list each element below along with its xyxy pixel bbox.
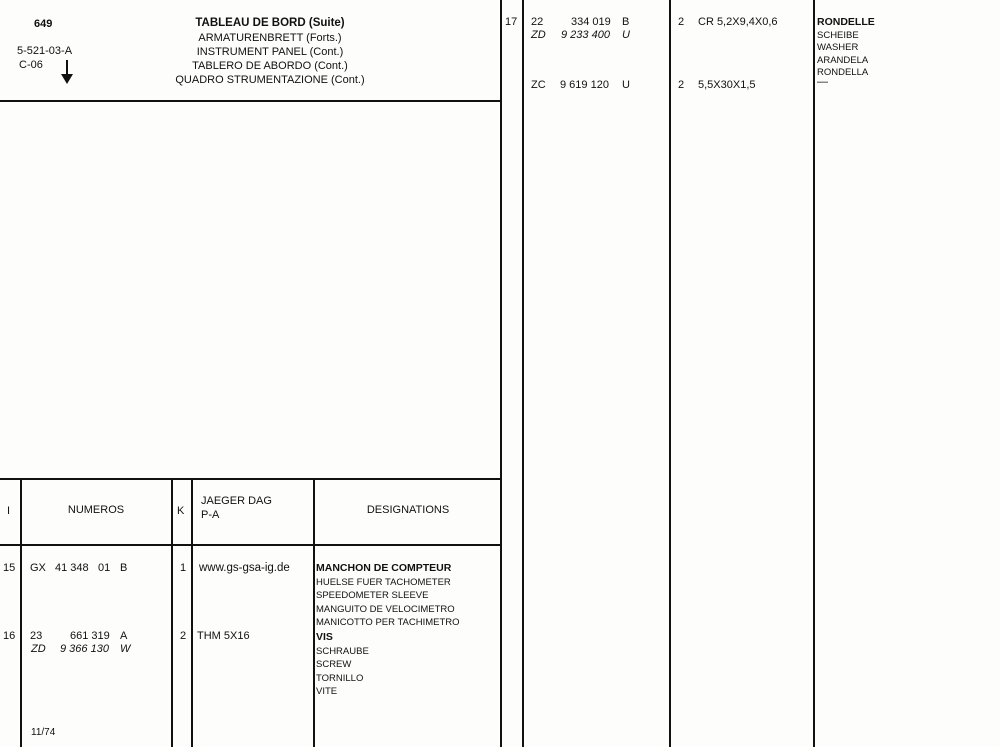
part-number-a: 41 348 xyxy=(55,562,89,574)
designation-fr: MANCHON DE COMPTEUR xyxy=(316,562,452,574)
sub-part-prefix: ZD xyxy=(31,643,46,655)
designation-es: MANGUITO DE VELOCIMETRO xyxy=(316,603,455,615)
jaeger-ref: 5,5X30X1,5 xyxy=(698,79,756,91)
designation-de: HUELSE FUER TACHOMETER xyxy=(316,576,451,588)
designation-list xyxy=(817,16,875,80)
arrow-down-icon xyxy=(61,60,73,84)
designation-en: SPEEDOMETER SLEEVE xyxy=(316,590,429,602)
col-header-designations: DESIGNATIONS xyxy=(366,504,450,516)
date-code: 11/74 xyxy=(31,727,56,738)
designation-it: VITE xyxy=(316,686,338,698)
title-fr: TABLEAU DE BORD (Suite) xyxy=(195,17,345,29)
header-divider xyxy=(0,100,501,102)
right-col-divider-k xyxy=(669,0,671,747)
left-col-divider-numeros xyxy=(171,478,173,747)
title-en: INSTRUMENT PANEL (Cont.) xyxy=(196,45,344,58)
row-index: 16 xyxy=(3,630,16,642)
title-es: TABLERO DE ABORDO (Cont.) xyxy=(192,59,348,72)
jaeger-ref: CR 5,2X9,4X0,6 xyxy=(698,16,778,28)
center-divider-right xyxy=(522,0,524,747)
table-header-bottom xyxy=(0,544,501,546)
designation-en: WASHER xyxy=(817,42,859,54)
designation-it: MANICOTTO PER TACHIMETRO xyxy=(316,617,460,629)
designation-dash: — xyxy=(817,76,828,88)
designation-fr: VIS xyxy=(316,631,333,643)
row-index: 15 xyxy=(3,562,16,574)
part-number-a: 9 619 120 xyxy=(560,79,609,91)
part-number-a: 334 019 xyxy=(571,16,611,28)
sub-part-number: 9 233 400 xyxy=(561,29,610,41)
sub-code: C-06 xyxy=(19,59,43,71)
table-top-border xyxy=(0,478,501,480)
part-suffix: A xyxy=(120,630,128,642)
sub-part-suffix: W xyxy=(120,643,131,655)
sub-part-number: 9 366 130 xyxy=(60,643,109,655)
designation-de: SCHRAUBE xyxy=(316,645,369,657)
designation-list xyxy=(316,562,460,630)
jaeger-ref: THM 5X16 xyxy=(197,630,250,642)
part-prefix: 23 xyxy=(30,630,43,642)
designation-list xyxy=(316,631,369,699)
designation-es: ARANDELA xyxy=(817,54,869,66)
quantity-k: 2 xyxy=(678,16,685,28)
part-prefix: 22 xyxy=(531,16,544,28)
col-header-numeros: NUMEROS xyxy=(67,504,125,516)
designation-en: SCREW xyxy=(316,659,352,671)
title-it: QUADRO STRUMENTAZIONE (Cont.) xyxy=(175,73,365,86)
jaeger-ref: www.gs-gsa-ig.de xyxy=(199,562,290,574)
designation-it: RONDELLA xyxy=(817,67,869,79)
quantity-k: 2 xyxy=(180,630,187,642)
row-index: 17 xyxy=(505,16,518,28)
center-divider-left xyxy=(500,0,502,747)
part-suffix: B xyxy=(120,562,128,574)
plate-number: 649 xyxy=(34,18,53,30)
part-suffix: B xyxy=(622,16,630,28)
sub-part-suffix: U xyxy=(622,29,630,41)
designation-es: TORNILLO xyxy=(316,672,364,684)
title-block xyxy=(120,16,420,87)
quantity-k: 2 xyxy=(678,79,685,91)
left-col-divider-index xyxy=(20,478,22,747)
col-header-jaeger: JAEGER DAG xyxy=(201,495,272,507)
part-number-b: 01 xyxy=(98,562,111,574)
designation-fr: RONDELLE xyxy=(817,16,875,28)
quantity-k: 1 xyxy=(180,562,187,574)
left-col-divider-jaeger xyxy=(313,478,315,747)
group-code: 5-521-03-A xyxy=(17,45,73,57)
col-header-index: I xyxy=(7,505,11,517)
part-prefix: ZC xyxy=(531,79,546,91)
part-number-a: 661 319 xyxy=(70,630,110,642)
designation-de: SCHEIBE xyxy=(817,29,859,41)
part-prefix: GX xyxy=(30,562,46,574)
right-col-divider-desig xyxy=(813,0,815,747)
sub-part-prefix: ZD xyxy=(531,29,546,41)
left-col-divider-k xyxy=(191,478,193,747)
title-de: ARMATURENBRETT (Forts.) xyxy=(198,31,342,44)
col-header-k: K xyxy=(177,505,185,517)
col-header-jaeger-sub: P-A xyxy=(201,509,220,521)
part-suffix: U xyxy=(622,79,630,91)
